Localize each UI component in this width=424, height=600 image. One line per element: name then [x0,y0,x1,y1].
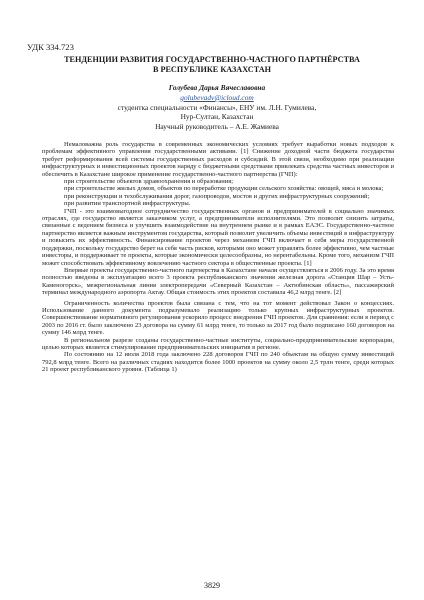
paragraph-4: Ограниченность количества проектов была связана с тем, что на тот момент действовал Закон о концессиях. Использование данного документа подразумевало реализацию только крупных инфраструктурных проектов. Совершенствование нормативного регулирования ускорило процесс внедрения ГЧП проектов. Для сравнения: если в период с 2003 по 2016 гг. было заключено 23 договора на сумму 61 млрд тенге, то только за 2017 год было подписано 160 договоров на сумму 146 млрд тенге. [42,299,394,337]
list-item: при развитии транспортной инфраструктуры. [64,200,191,208]
paragraph-1: Немаловажна роль государства в современных экономических условиях требует выработки новых подходов к проблемам эффективного управления государственными активами. [1] Снижение доходной части бюджета государства требует реформирования всей системы государственных расходов и субсидий. В этой связи, необходимо при реализации инфраструктурных и инвестиционных проектов наряду с бюджетными средствами привлекать средства частных инвесторов и обеспечить в Казахстане широкое применение государственно-частного партнерства (ГЧП): [42,141,394,178]
author-email-link[interactable]: golubevadv@icloud.com [180,92,254,102]
author-name: Голубева Дарья Вячеславовна [168,83,266,92]
paragraph-2: ГЧП - это взаимовыгодное сотрудничество государственных органов и предпринимателей в социально значимых отраслях, где государство является заказчиком услуг, а предприниматели исполнителями. Это позволит снизить затраты, связанные с ведением бизнеса и улучшить взаимодействие на внутреннем рынке и в рамках ЕАЭС. Государственно-частное партнерство является важным инструментом государства, который позволит увеличить объемы инвестиций в инфраструктуру и повысить их эффективность. Финансирование проектов через механизм ГЧП включает в себя меры государственной поддержки, поскольку государство берет на себя часть рисков, которыми оно может управлять более эффективно, чем частные инвесторы, и поддерживает те проекты, которые экономически целесообразны, но нерентабельны. Кроме того, механизм ГЧП может способствовать эффективному вовлечению частного сектора в общественные проекты. [1] [42,207,394,267]
supervisor: Научный руководитель – А.Е. Жамиева [155,122,279,132]
article-body [42,141,394,374]
title-line-2: В РЕСПУБЛИКЕ КАЗАХСТАН [152,65,272,74]
paragraph-5: В региональном разрезе созданы государственно-частные институты, социально-предпринимательские корпорации, целью которых является стимулирование предпринимательских инициатив в регионе. [42,336,394,351]
title-line-1: ТЕНДЕНЦИИ РАЗВИТИЯ ГОСУДАРСТВЕННО-ЧАСТНОГО ПАРТНЁРСТВА [64,55,360,64]
udk-code: УДК 334.723 [27,42,74,52]
article-title [27,55,397,75]
paragraph-3: Впервые проекты государственно-частного партнерства в Казахстане начали осуществляться в 2006 году. За это время полностью введены в эксплуатацию всего 3 проекта республиканского значения железная дорога «Станция Шар – Усть-Каменогорск», межрегиональная линия электропередачи «Северный Казахстан – Актюбинская область», пассажирский терминал международного аэропорта Актау. Общая стоимость этих проектов составила 46,2 млрд тенге. [2] [42,266,394,297]
list-item: при строительстве жилых домов, объектов по переработке продукции сельского хозяйства: овощей, мяса и молока; [64,185,384,193]
list-item: при строительстве объектов здравоохранения и образования; [64,178,233,186]
author-city: Нур-Султан, Казахстан [180,112,254,122]
paragraph-6: По состоянию на 12 июля 2018 года заключено 228 договоров ГЧП по 240 объектам на общую сумму инвестиций 792,8 млрд тенге. Всего на различных стадиях находится более 1000 проектов на сумму около 2,5 трлн тенге, среди которых 21 проект республиканского уровня. (Таблица 1) [42,351,394,374]
author-affiliation: студентка специальности «Финансы», ЕНУ им. Л.Н. Гумилева, [117,102,317,112]
page-number: 3829 [204,581,220,590]
author-block [40,83,394,132]
list-item: при реконструкции и техобслуживания дорог, газопроводов, мостов и других инфраструктурных сооружений; [64,192,370,200]
